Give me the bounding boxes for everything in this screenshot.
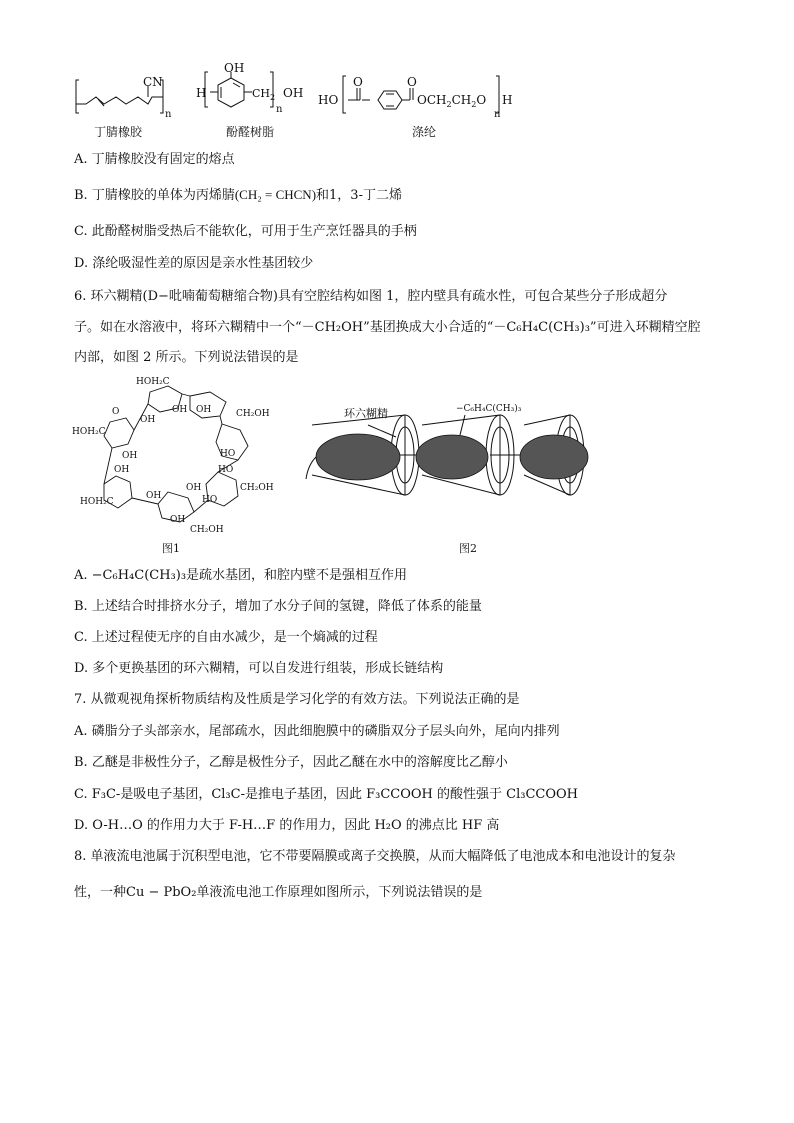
q6-stem-line-2: 子。如在水溶液中，将环六糊精中一个“－CH₂OH”基团换成大小合适的“－C₆H₄C(CH₃)₃”可进入环糊精空腔 bbox=[74, 320, 701, 335]
fig1-label: O bbox=[112, 407, 120, 417]
q5-option-b-formula: (CH₂ = CHCN) bbox=[234, 187, 317, 202]
fig1-label: OH bbox=[172, 405, 188, 415]
q7-option-a: A. 磷脂分子头部亲水，尾部疏水，因此细胞膜中的磷脂双分子层头向外，尾向内排列 bbox=[74, 724, 560, 739]
figure-2-chain bbox=[300, 395, 630, 535]
q7-option-b: B. 乙醚是非极性分子，乙醇是极性分子，因此乙醚在水中的溶解度比乙醇小 bbox=[74, 755, 508, 770]
q5-option-c: C. 此酚醛树脂受热后不能软化，可用于生产烹饪器具的手柄 bbox=[74, 224, 417, 239]
q6-option-d: D. 多个更换基团的环六糊精，可以自发进行组装，形成长链结构 bbox=[74, 661, 444, 676]
fig1-label: CH₂OH bbox=[240, 483, 274, 493]
figure-1-cyclodextrin bbox=[70, 372, 280, 537]
guest-group-1 bbox=[316, 434, 400, 480]
ester-label-pet: $OCH_2CH_2O$ bbox=[417, 93, 487, 109]
h-end-pet: H bbox=[502, 93, 513, 107]
ho-label-pet: HO bbox=[318, 93, 339, 107]
figure-1-caption: 图1 bbox=[162, 542, 180, 555]
fig1-label: OH bbox=[114, 465, 130, 475]
fig2-label-group: −C₆H₄C(CH₃)₃ bbox=[456, 404, 522, 414]
q5-option-b-post: 和1，3-丁二烯 bbox=[316, 188, 402, 203]
fig1-label: CH₂OH bbox=[190, 525, 224, 535]
fig1-label: OH bbox=[140, 415, 156, 425]
fig1-label: HO bbox=[202, 495, 218, 505]
n-label-2: n bbox=[276, 104, 283, 115]
fig1-label: OH bbox=[146, 491, 162, 501]
n-label-1: n bbox=[165, 109, 172, 120]
figure-2-caption: 图2 bbox=[459, 542, 477, 555]
fig1-label: CH₂OH bbox=[236, 409, 270, 419]
q6-stem-line-1: 6. 环六糊精(D−吡喃葡萄糖缩合物)具有空腔结构如图 1，腔内壁具有疏水性，可包合某些分子形成超分 bbox=[74, 289, 668, 304]
cn-label: CN bbox=[143, 75, 163, 89]
figure-1-labels bbox=[72, 377, 274, 535]
fig1-label: HO bbox=[220, 449, 236, 459]
q7-option-d: D. O-H…O 的作用力大于 F-H…F 的作用力，因此 H₂O 的沸点比 HF 高 bbox=[74, 818, 500, 833]
guest-group-3 bbox=[520, 435, 588, 479]
q5-option-b-pre: B. 丁腈橡胶的单体为丙烯腈 bbox=[74, 188, 235, 203]
fig1-label: OH bbox=[186, 483, 202, 493]
oh-label-phenol: OH bbox=[224, 61, 245, 75]
q8-stem-line-1: 8. 单液流电池属于沉积型电池，它不带要隔膜或离子交换膜，从而大幅降低了电池成本和电池设计的复杂 bbox=[74, 849, 676, 864]
q6-option-c: C. 上述过程使无序的自由水减少，是一个熵减的过程 bbox=[74, 630, 378, 645]
caption-nitrile-rubber: 丁腈橡胶 bbox=[94, 125, 143, 139]
h-label-phenol: H bbox=[196, 86, 207, 100]
o-label-pet-1: O bbox=[353, 75, 363, 89]
q6-option-b: B. 上述结合时排挤水分子，增加了水分子间的氢键，降低了体系的能量 bbox=[74, 599, 482, 614]
fig1-label: HOH₂C bbox=[136, 377, 170, 387]
fig1-label: HOH₂C bbox=[72, 427, 106, 437]
fig1-label: HOH₂C bbox=[80, 497, 114, 507]
o-label-pet-2: O bbox=[407, 75, 417, 89]
fig2-label-ring: 环六糊精 bbox=[344, 407, 388, 420]
fig1-label: OH bbox=[122, 451, 138, 461]
q6-option-a: A. −C₆H₄C(CH₃)₃是疏水基团，和腔内壁不是强相互作用 bbox=[74, 568, 408, 583]
q8-stem-line-2: 性，一种Cu − PbO₂单液流电池工作原理如图所示，下列说法错误的是 bbox=[74, 885, 483, 900]
caption-polyester: 涤纶 bbox=[412, 125, 437, 139]
q7-option-c: C. F₃C-是吸电子基团，Cl₃C-是推电子基团，因此 F₃CCOOH 的酸性强于 Cl₃CCOOH bbox=[74, 787, 579, 802]
fig1-label: HO bbox=[218, 465, 234, 475]
caption-phenolic-resin: 酚醛树脂 bbox=[226, 125, 275, 139]
q5-option-b bbox=[74, 187, 402, 204]
oh-end-phenol: OH bbox=[283, 86, 304, 100]
fig1-label: OH bbox=[170, 515, 186, 525]
q5-option-a: A. 丁腈橡胶没有固定的熔点 bbox=[74, 152, 235, 167]
q7-stem: 7. 从微观视角探析物质结构及性质是学习化学的有效方法。下列说法正确的是 bbox=[74, 692, 520, 707]
q6-stem-line-3: 内部，如图 2 所示。下列说法错误的是 bbox=[74, 350, 299, 365]
n-label-3: n bbox=[494, 109, 501, 120]
ch2-label-phenol: $CH_2$ bbox=[252, 87, 276, 102]
guest-group-2 bbox=[416, 435, 488, 479]
fig1-label: OH bbox=[196, 405, 212, 415]
q5-option-d: D. 涤纶吸湿性差的原因是亲水性基团较少 bbox=[74, 256, 314, 271]
